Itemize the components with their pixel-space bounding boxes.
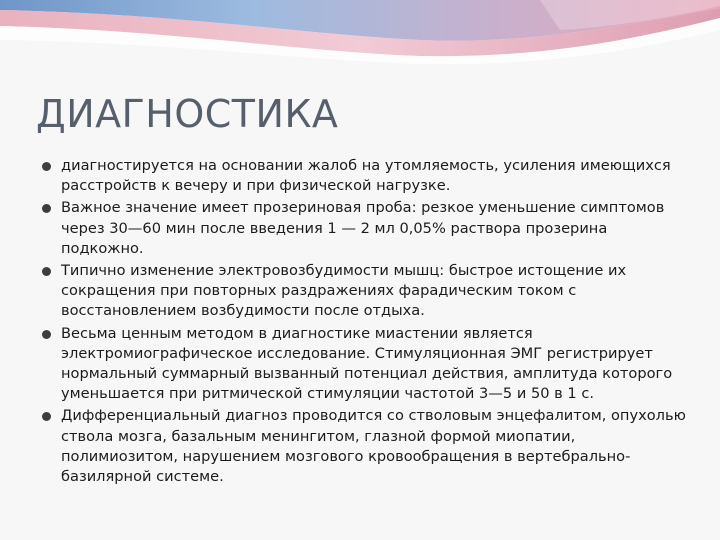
bullet-icon [42, 204, 51, 213]
decorative-wave-header [0, 0, 720, 70]
list-item [40, 156, 690, 196]
bullet-icon [42, 330, 51, 339]
bullet-text: диагностируется на основании жалоб на утомляемость, усиления имеющихся расстройств к вечеру и при физической нагрузке. [61, 157, 671, 195]
list-item [40, 406, 690, 487]
bullet-icon [42, 267, 51, 276]
bullet-text: Важное значение имеет прозериновая проба: резкое уменьшение симптомов через 30—60 мин после введения 1 — 2 мл 0,05% раствора прозерина подкожно. [61, 199, 665, 257]
slide-title: ДИАГНОСТИКА [36, 92, 339, 136]
bullet-icon [42, 162, 51, 171]
bullet-list [40, 156, 690, 489]
list-item [40, 324, 690, 405]
bullet-text: Дифференциальный диагноз проводится со стволовым энцефалитом, опухолью ствола мозга, базальным менингитом, глазной формой миопатии, полимиозитом, нарушением мозгового кровообращения в вертебрально-базилярной системе. [61, 407, 686, 486]
list-item [40, 261, 690, 322]
bullet-icon [42, 412, 51, 421]
list-item [40, 198, 690, 259]
bullet-text: Весьма ценным методом в диагностике миастении является электромиографическое исследование. Стимуляционная ЭМГ регистрирует нормальный суммарный вызванный потенциал действия, амплитуда которого уменьшается при ритмической стимуляции частотой 3—5 и 50 в 1 с. [61, 324, 673, 403]
bullet-text: Типично изменение электровозбудимости мышц: быстрое истощение их сокращения при повторных раздражениях фарадическим током с восстановлением возбудимости после отдыха. [61, 262, 627, 320]
